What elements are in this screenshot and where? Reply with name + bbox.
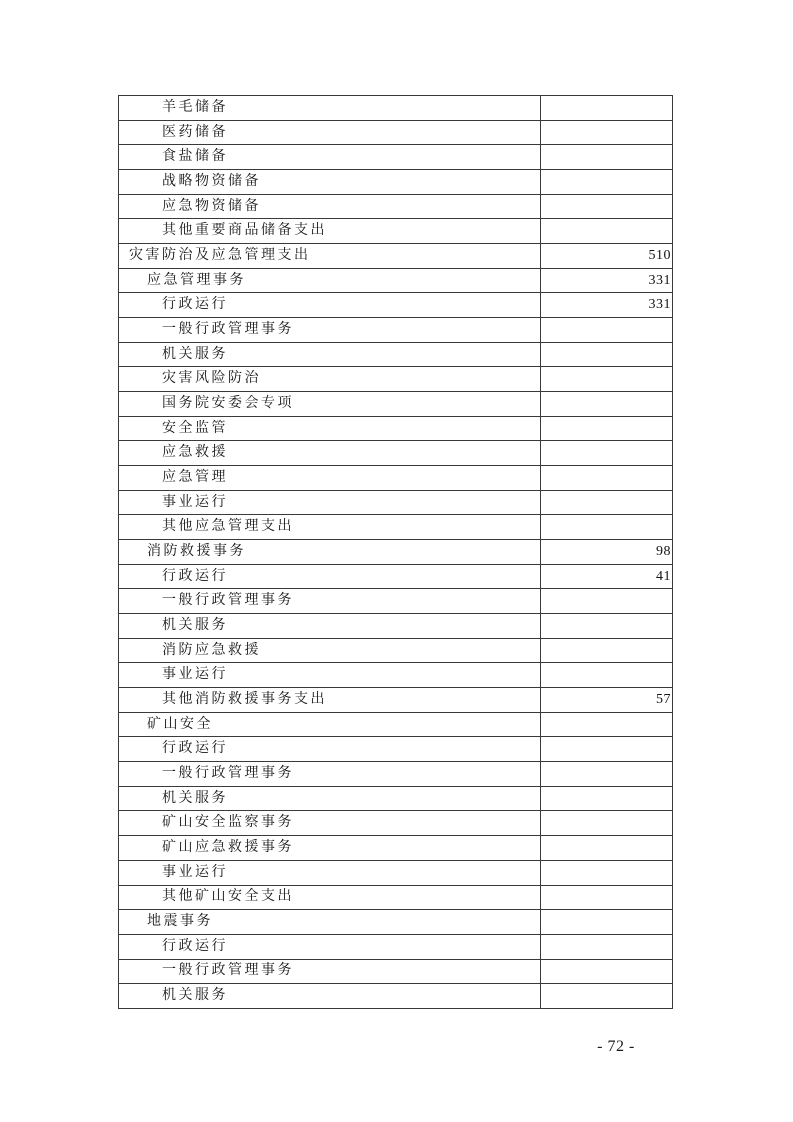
- row-label: 事业运行: [119, 663, 541, 688]
- row-label: 其他重要商品储备支出: [119, 219, 541, 244]
- row-value: 331: [541, 268, 673, 293]
- table-row: [119, 194, 673, 219]
- row-value: [541, 170, 673, 195]
- table-row: [119, 219, 673, 244]
- table-row: [119, 959, 673, 984]
- row-value: [541, 885, 673, 910]
- row-label: 矿山安全监察事务: [119, 811, 541, 836]
- row-label: 战略物资储备: [119, 170, 541, 195]
- table-row: [119, 392, 673, 417]
- row-label: 矿山安全: [119, 712, 541, 737]
- row-label: 机关服务: [119, 786, 541, 811]
- row-label: 应急管理事务: [119, 268, 541, 293]
- row-value: [541, 811, 673, 836]
- row-label: 事业运行: [119, 490, 541, 515]
- page-number: - 72 -: [597, 1038, 635, 1055]
- table-row: [119, 244, 673, 269]
- row-value: 331: [541, 293, 673, 318]
- table-row: [119, 515, 673, 540]
- table-row: [119, 268, 673, 293]
- row-value: [541, 614, 673, 639]
- table-row: [119, 712, 673, 737]
- table-row: [119, 860, 673, 885]
- row-value: [541, 638, 673, 663]
- row-label: 矿山应急救援事务: [119, 836, 541, 861]
- row-label: 其他矿山安全支出: [119, 885, 541, 910]
- row-label: 羊毛储备: [119, 96, 541, 121]
- row-value: [541, 490, 673, 515]
- row-label: 事业运行: [119, 860, 541, 885]
- table-row: [119, 614, 673, 639]
- table-row: [119, 836, 673, 861]
- row-value: [541, 367, 673, 392]
- row-value: [541, 96, 673, 121]
- table-row: [119, 170, 673, 195]
- row-value: [541, 910, 673, 935]
- row-value: [541, 737, 673, 762]
- row-value: [541, 663, 673, 688]
- row-value: [541, 712, 673, 737]
- row-value: [541, 441, 673, 466]
- table-row: [119, 441, 673, 466]
- table-row: [119, 145, 673, 170]
- table-row: [119, 663, 673, 688]
- row-value: [541, 589, 673, 614]
- table-row: [119, 737, 673, 762]
- row-label: 行政运行: [119, 564, 541, 589]
- row-value: [541, 120, 673, 145]
- table-row: [119, 416, 673, 441]
- row-value: [541, 860, 673, 885]
- row-label: 一般行政管理事务: [119, 959, 541, 984]
- table-row: [119, 293, 673, 318]
- row-label: 一般行政管理事务: [119, 318, 541, 343]
- row-label: 应急救援: [119, 441, 541, 466]
- row-label: 其他应急管理支出: [119, 515, 541, 540]
- row-value: [541, 392, 673, 417]
- row-value: [541, 416, 673, 441]
- row-label: 应急物资储备: [119, 194, 541, 219]
- row-value: [541, 786, 673, 811]
- row-label: 安全监管: [119, 416, 541, 441]
- table-row: [119, 318, 673, 343]
- row-value: [541, 836, 673, 861]
- row-value: 510: [541, 244, 673, 269]
- row-label: 应急管理: [119, 466, 541, 491]
- row-value: 57: [541, 688, 673, 713]
- table-row: [119, 367, 673, 392]
- row-label: 消防应急救援: [119, 638, 541, 663]
- table-body: [119, 96, 673, 1009]
- row-value: [541, 515, 673, 540]
- row-value: 41: [541, 564, 673, 589]
- row-value: 98: [541, 540, 673, 565]
- table-row: [119, 342, 673, 367]
- row-value: [541, 466, 673, 491]
- row-label: 灾害防治及应急管理支出: [119, 244, 541, 269]
- table-row: [119, 786, 673, 811]
- row-label: 机关服务: [119, 342, 541, 367]
- budget-table: [118, 95, 673, 1009]
- row-label: 消防救援事务: [119, 540, 541, 565]
- table-row: [119, 540, 673, 565]
- row-label: 灾害风险防治: [119, 367, 541, 392]
- row-label: 一般行政管理事务: [119, 762, 541, 787]
- table-row: [119, 910, 673, 935]
- row-value: [541, 318, 673, 343]
- row-label: 国务院安委会专项: [119, 392, 541, 417]
- row-value: [541, 145, 673, 170]
- row-value: [541, 762, 673, 787]
- table-row: [119, 688, 673, 713]
- row-value: [541, 959, 673, 984]
- row-value: [541, 984, 673, 1009]
- row-label: 机关服务: [119, 984, 541, 1009]
- row-label: 机关服务: [119, 614, 541, 639]
- row-value: [541, 934, 673, 959]
- row-value: [541, 194, 673, 219]
- table-row: [119, 934, 673, 959]
- table-row: [119, 466, 673, 491]
- table-row: [119, 984, 673, 1009]
- row-label: 医药储备: [119, 120, 541, 145]
- row-value: [541, 219, 673, 244]
- row-label: 一般行政管理事务: [119, 589, 541, 614]
- row-label: 食盐储备: [119, 145, 541, 170]
- table-row: [119, 885, 673, 910]
- table-row: [119, 490, 673, 515]
- table-row: [119, 762, 673, 787]
- row-value: [541, 342, 673, 367]
- table-row: [119, 589, 673, 614]
- table-row: [119, 96, 673, 121]
- table-row: [119, 564, 673, 589]
- table-row: [119, 811, 673, 836]
- table-row: [119, 120, 673, 145]
- row-label: 行政运行: [119, 737, 541, 762]
- row-label: 行政运行: [119, 934, 541, 959]
- row-label: 行政运行: [119, 293, 541, 318]
- table-row: [119, 638, 673, 663]
- row-label: 其他消防救援事务支出: [119, 688, 541, 713]
- row-label: 地震事务: [119, 910, 541, 935]
